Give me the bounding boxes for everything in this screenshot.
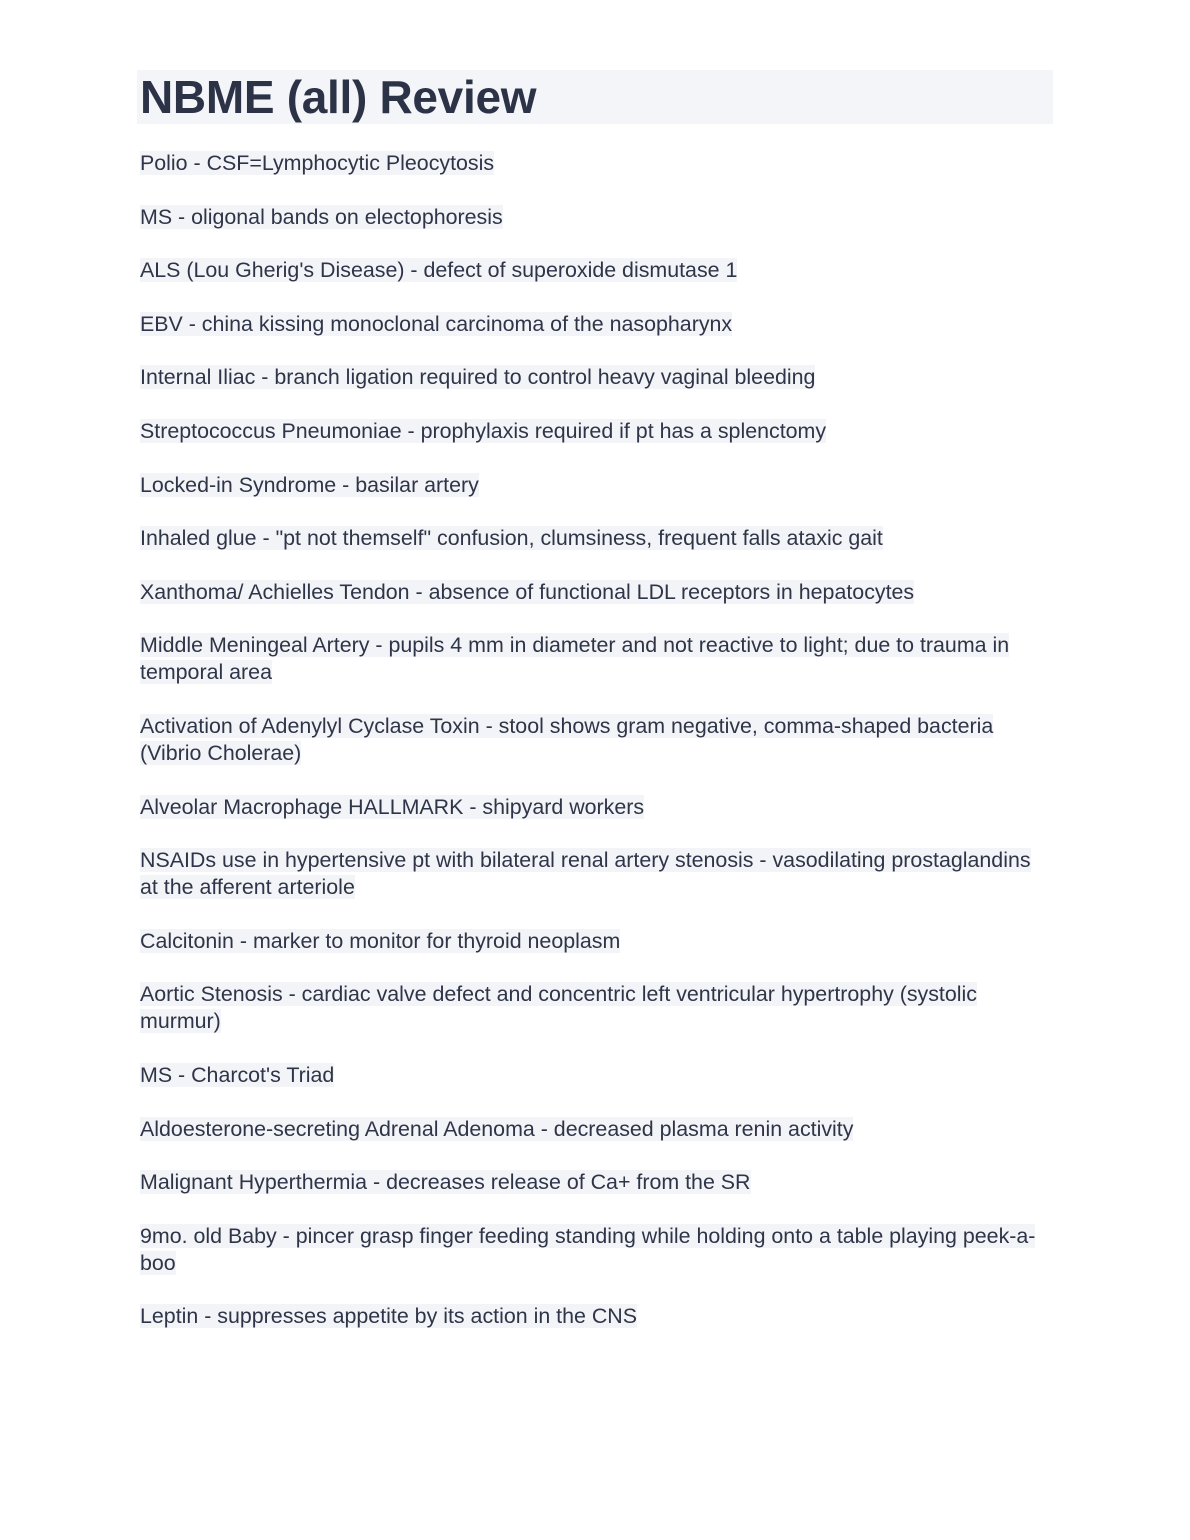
list-item-text: Middle Meningeal Artery - pupils 4 mm in diameter and not reactive to light; due to trauma in temporal area [140, 633, 1010, 685]
list-item [140, 794, 1053, 821]
list-item [140, 632, 1053, 686]
list-item-text: Aortic Stenosis - cardiac valve defect and concentric left ventricular hypertrophy (systolic murmur) [140, 982, 977, 1034]
list-item-text: Polio - CSF=Lymphocytic Pleocytosis [140, 151, 495, 175]
list-item [140, 364, 1053, 391]
list-item [140, 1303, 1053, 1330]
list-item [140, 713, 1053, 767]
list-item-text: Malignant Hyperthermia - decreases release of Ca+ from the SR [140, 1170, 751, 1195]
list-item [140, 204, 1053, 231]
list-item-text: MS - Charcot's Triad [140, 1062, 335, 1087]
list-item-text: Locked-in Syndrome - basilar artery [140, 472, 479, 497]
list-item [140, 472, 1053, 499]
flashcard-list [137, 150, 1053, 1330]
list-item-text: Leptin - suppresses appetite by its action in the CNS [140, 1304, 638, 1329]
list-item [140, 981, 1053, 1035]
list-item [140, 525, 1053, 552]
list-item [140, 311, 1053, 338]
list-item [140, 928, 1053, 955]
list-item-text: 9mo. old Baby - pincer grasp finger feeding standing while holding onto a table playing peek-a-boo [140, 1223, 1036, 1275]
title-bar [137, 70, 1053, 124]
list-item [140, 1169, 1053, 1196]
list-item-text: Alveolar Macrophage HALLMARK - shipyard workers [140, 794, 645, 819]
list-item [140, 1116, 1053, 1143]
list-item [140, 579, 1053, 606]
list-item-text: Aldoesterone-secreting Adrenal Adenoma - decreased plasma renin activity [140, 1116, 854, 1141]
list-item [140, 1223, 1053, 1277]
list-item [140, 257, 1053, 284]
list-item-text: Calcitonin - marker to monitor for thyroid neoplasm [140, 928, 621, 953]
list-item-text: Inhaled glue - "pt not themself" confusion, clumsiness, frequent falls ataxic gait [140, 526, 883, 551]
list-item-text: Internal Iliac - branch ligation required to control heavy vaginal bleeding [140, 365, 816, 390]
list-item-text: NSAIDs use in hypertensive pt with bilateral renal artery stenosis - vasodilating prostaglandins at the afferent arteriole [140, 848, 1031, 900]
list-item-text: Streptococcus Pneumoniae - prophylaxis required if pt has a splenctomy [140, 418, 827, 443]
list-item [140, 847, 1053, 901]
list-item-text: ALS (Lou Gherig's Disease) - defect of superoxide dismutase 1 [140, 258, 738, 283]
document-page [137, 70, 1053, 1357]
list-item-text: EBV - china kissing monoclonal carcinoma of the nasopharynx [140, 311, 733, 336]
list-item [140, 1062, 1053, 1089]
list-item-text: Activation of Adenylyl Cyclase Toxin - stool shows gram negative, comma-shaped bacteria (Vibrio Cholerae) [140, 713, 994, 765]
list-item-text: MS - oligonal bands on electophoresis [140, 204, 503, 229]
list-item-text: Xanthoma/ Achielles Tendon - absence of functional LDL receptors in hepatocytes [140, 579, 915, 604]
page-title: NBME (all) Review [140, 71, 537, 123]
list-item [140, 418, 1053, 445]
list-item [140, 150, 1053, 177]
